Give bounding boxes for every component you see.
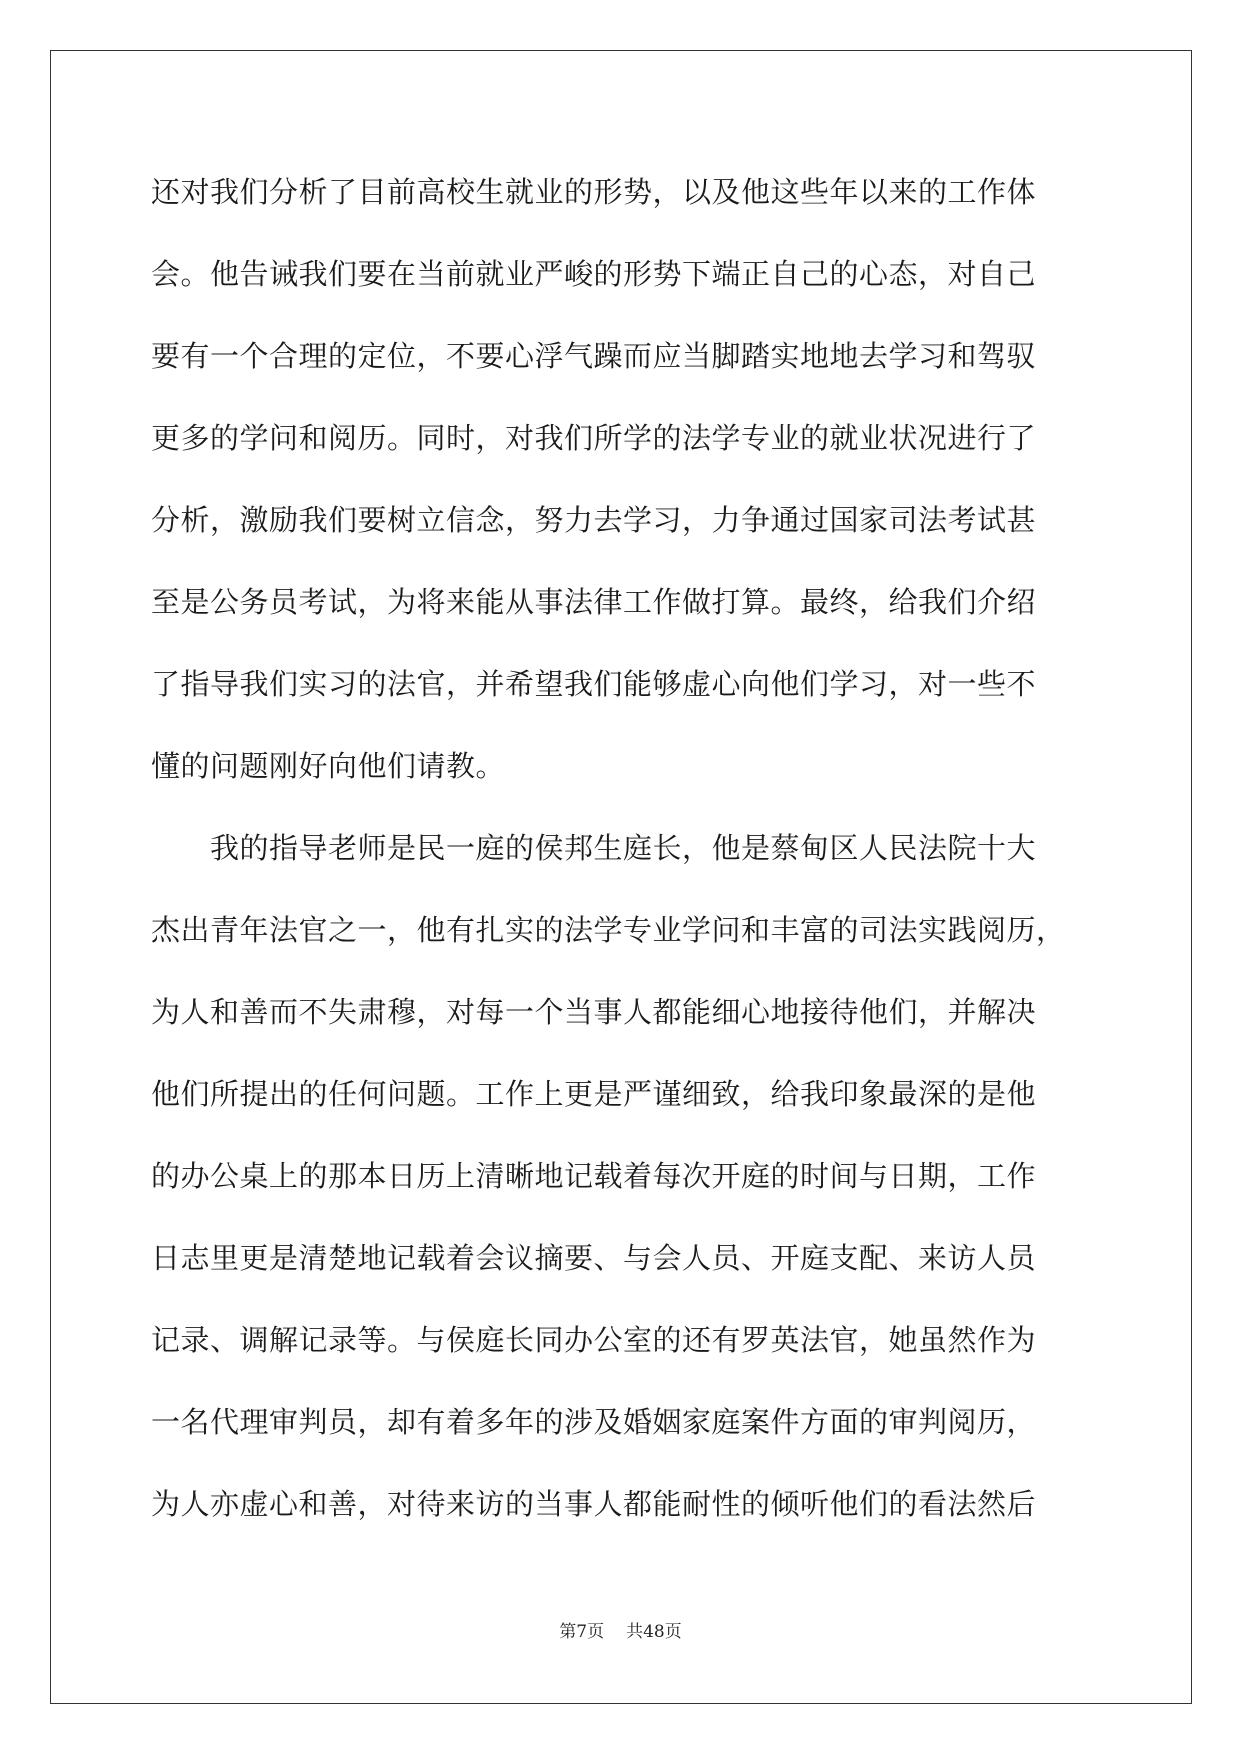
text-line: 懂的问题刚好向他们请教。 [151,749,506,783]
page-footer [0,1620,1241,1644]
text-line: 日志里更是清楚地记载着会议摘要、与会人员、开庭支配、来访人员 [151,1241,1037,1275]
text-line: 杰出青年法官之一，他有扎实的法学专业学问和丰富的司法实践阅历， [151,913,1066,947]
page-border [50,50,1192,1704]
text-line: 为人和善而不失肃穆，对每一个当事人都能细心地接待他们，并解决 [151,995,1037,1029]
text-line: 记录、调解记录等。与侯庭长同办公室的还有罗英法官，她虽然作为 [151,1323,1037,1357]
text-line: 还对我们分析了目前高校生就业的形势，以及他这些年以来的工作体 [151,175,1037,209]
text-line: 一名代理审判员，却有着多年的涉及婚姻家庭案件方面的审判阅历， [151,1405,1037,1439]
text-line: 他们所提出的任何问题。工作上更是严谨细致，给我印象最深的是他 [151,1077,1037,1111]
paragraph-start-line: 我的指导老师是民一庭的侯邦生庭长，他是蔡甸区人民法院十大 [151,831,1037,865]
text-line: 至是公务员考试，为将来能从事法律工作做打算。最终，给我们介绍 [151,585,1037,619]
text-line: 更多的学问和阅历。同时，对我们所学的法学专业的就业状况进行了 [151,421,1037,455]
text-line: 为人亦虚心和善，对待来访的当事人都能耐性的倾听他们的看法然后 [151,1487,1037,1521]
text-line: 会。他告诫我们要在当前就业严峻的形势下端正自己的心态，对自己 [151,257,1037,291]
page-total: 共48页 [626,1622,682,1642]
text-line: 了指导我们实习的法官，并希望我们能够虚心向他们学习，对一些不 [151,667,1037,701]
text-line: 的办公桌上的那本日历上清晰地记载着每次开庭的时间与日期，工作 [151,1159,1037,1193]
text-line: 分析，激励我们要树立信念，努力去学习，力争通过国家司法考试甚 [151,503,1037,537]
text-line: 要有一个合理的定位，不要心浮气躁而应当脚踏实地地去学习和驾驭 [151,339,1037,373]
page-number: 第7页 [559,1622,605,1642]
